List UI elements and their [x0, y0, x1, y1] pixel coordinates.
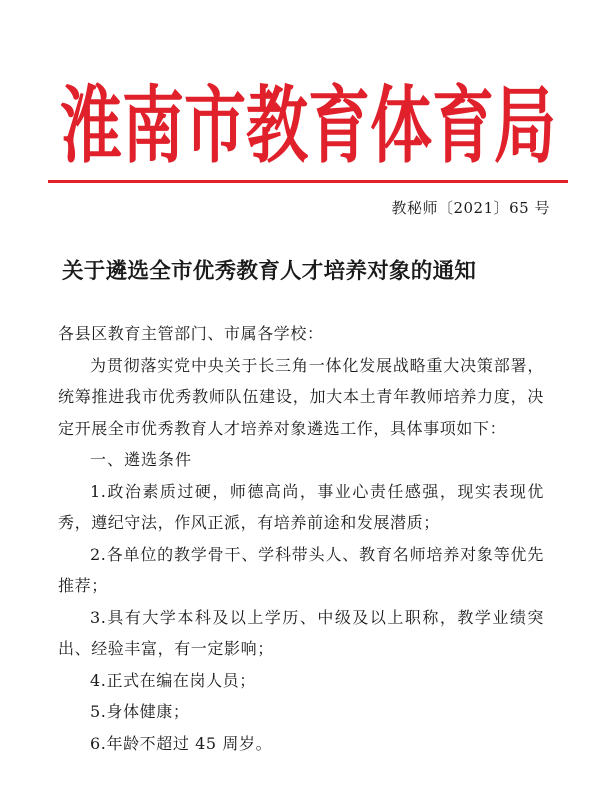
- salutation: 各县区教育主管部门、市属各学校：: [58, 324, 324, 343]
- notice-body: [58, 318, 544, 759]
- criteria-item: 1.政治素质过硬，师德高尚，事业心责任感强，现实表现优秀，遵纪守法，作风正派，有培养前途和发展潜质；: [58, 481, 544, 532]
- criteria-item: 3.具有大学本科及以上学历、中级及以上职称，教学业绩突出、经验丰富，有一定影响；: [58, 607, 544, 658]
- document-number: 教秘师〔2021〕65 号: [391, 199, 550, 217]
- notice-title: 关于遴选全市优秀教育人才培养对象的通知: [62, 259, 477, 284]
- letterhead-organization-title: 淮南市教育体育局: [60, 76, 557, 175]
- letterhead-red-rule: [48, 180, 568, 183]
- intro-paragraph: 为贯彻落实党中央关于长三角一体化发展战略重大决策部署，统筹推进我市优秀教师队伍建设，加大本土青年教师培养力度，决定开展全市优秀教育人才培养对象遴选工作，具体事项如下：: [58, 355, 544, 438]
- criteria-item: 4.正式在编在岗人员；: [90, 670, 256, 690]
- criteria-item: 6.年龄不超过 45 周岁。: [90, 733, 273, 753]
- criteria-item: 2.各单位的教学骨干、学科带头人、教育名师培养对象等优先推荐；: [58, 544, 544, 595]
- section-heading-selection-criteria: 一、遴选条件: [90, 450, 193, 469]
- criteria-item: 5.身体健康；: [90, 702, 190, 721]
